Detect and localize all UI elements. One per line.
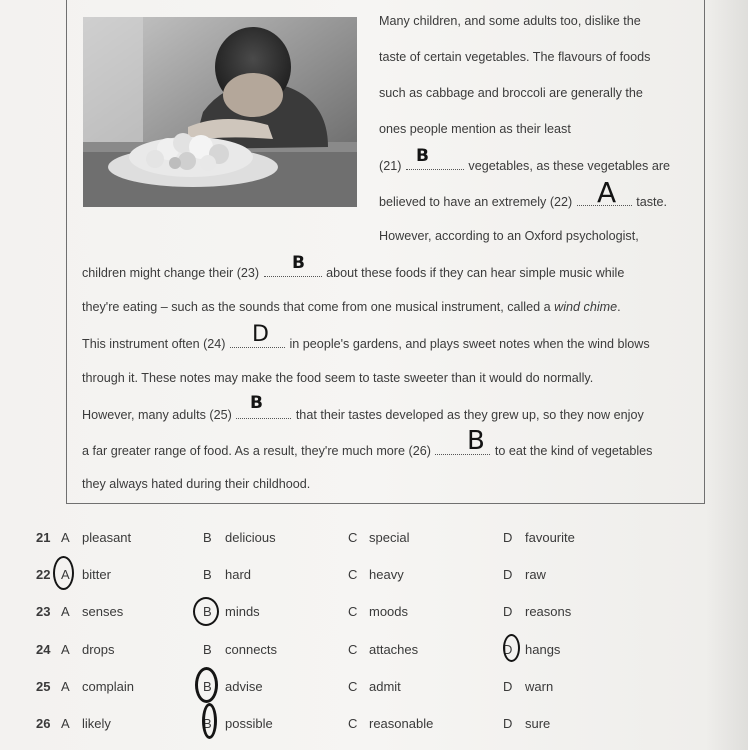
passage-line — [82, 300, 621, 314]
option-text[interactable]: complain — [82, 679, 135, 694]
option-text[interactable]: bitter — [82, 567, 111, 582]
question-number: 26 — [36, 716, 51, 731]
option-letter[interactable]: C — [348, 604, 358, 619]
handwritten-answer-22: A — [597, 176, 617, 209]
photo-illustration — [83, 17, 357, 207]
option-letter[interactable]: B — [203, 530, 212, 545]
passage-text: that their tastes developed as they grew up, so they now enjoy — [295, 408, 644, 422]
option-letter[interactable]: B — [203, 567, 212, 582]
handwritten-answer-24: D — [252, 322, 269, 347]
passage-text: However, many adults — [82, 408, 206, 422]
option-letter[interactable]: A — [61, 716, 70, 731]
answer-circle-26b — [202, 703, 217, 739]
option-text[interactable]: admit — [369, 679, 401, 694]
gap-25-blank[interactable] — [236, 406, 291, 419]
option-text[interactable]: pleasant — [82, 530, 132, 545]
option-letter[interactable]: C — [348, 679, 358, 694]
option-text[interactable]: special — [369, 530, 410, 545]
option-letter[interactable]: C — [348, 530, 358, 545]
option-text[interactable]: minds — [225, 604, 260, 619]
option-text[interactable]: hangs — [525, 642, 561, 657]
answer-circle-25b — [195, 667, 218, 703]
option-letter[interactable]: B — [203, 679, 212, 694]
option-letter[interactable]: B — [203, 716, 212, 731]
passage-text: in people's gardens, and plays sweet notes when the wind blows — [289, 337, 650, 351]
answer-circle-23b — [193, 597, 219, 626]
option-letter[interactable]: C — [348, 716, 358, 731]
passage-line — [82, 264, 624, 280]
question-number: 21 — [36, 530, 51, 545]
option-text[interactable]: connects — [225, 642, 278, 657]
passage-text: vegetables, as these vegetables are — [468, 159, 671, 173]
option-text[interactable]: attaches — [369, 642, 419, 657]
option-letter[interactable]: D — [503, 604, 513, 619]
passage-line — [82, 335, 650, 351]
option-text[interactable]: moods — [369, 604, 409, 619]
option-letter[interactable]: A — [61, 679, 70, 694]
passage-line: such as cabbage and broccoli are generally the — [379, 86, 643, 100]
option-letter[interactable]: D — [503, 679, 513, 694]
option-text[interactable]: favourite — [525, 530, 575, 545]
handwritten-answer-25: B — [250, 393, 263, 413]
gap-number-26: (26) — [408, 444, 431, 458]
page-edge-shadow — [706, 0, 748, 750]
passage-text: they're eating – such as the sounds that come from one musical instrument, called a — [82, 300, 551, 314]
question-number: 22 — [36, 567, 51, 582]
option-letter[interactable]: A — [61, 530, 70, 545]
passage-line: Many children, and some adults too, dislike the — [379, 14, 641, 28]
passage-text: This instrument often — [82, 337, 200, 351]
child-with-vegetables-photo — [83, 17, 357, 207]
option-letter[interactable]: D — [503, 716, 513, 731]
gap-21-blank[interactable] — [406, 157, 464, 170]
option-letter[interactable]: C — [348, 567, 358, 582]
question-number: 25 — [36, 679, 51, 694]
passage-line — [82, 406, 644, 422]
passage-line — [379, 193, 667, 209]
option-letter[interactable]: C — [348, 642, 358, 657]
question-number: 24 — [36, 642, 51, 657]
option-text[interactable]: heavy — [369, 567, 404, 582]
gap-number-24: (24) — [203, 337, 226, 351]
passage-text: believed to have an extremely — [379, 195, 547, 209]
passage-line: through it. These notes may make the food seem to taste sweeter than it would do normally. — [82, 371, 594, 385]
option-text[interactable]: warn — [525, 679, 554, 694]
option-letter[interactable]: D — [503, 567, 513, 582]
gap-number-25: (25) — [209, 408, 232, 422]
option-text[interactable]: drops — [82, 642, 115, 657]
option-text[interactable]: likely — [82, 716, 111, 731]
option-letter[interactable]: D — [503, 530, 513, 545]
option-letter[interactable]: B — [203, 604, 212, 619]
passage-italic-term: wind chime — [554, 300, 618, 314]
passage-text: children might change their — [82, 266, 234, 280]
passage-text: . — [617, 300, 621, 314]
option-text[interactable]: delicious — [225, 530, 276, 545]
option-letter[interactable]: B — [203, 642, 212, 657]
option-text[interactable]: possible — [225, 716, 273, 731]
passage-text: a far greater range of food. As a result, they're much more — [82, 444, 406, 458]
gap-number-21: (21) — [379, 159, 402, 173]
passage-line: ones people mention as their least — [379, 122, 571, 136]
answer-circle-24d — [503, 634, 520, 662]
passage-line: However, according to an Oxford psychologist, — [379, 229, 639, 243]
option-letter[interactable]: A — [61, 604, 70, 619]
option-letter[interactable]: A — [61, 567, 70, 582]
gap-number-23: (23) — [236, 266, 260, 280]
option-text[interactable]: hard — [225, 567, 252, 582]
passage-line: they always hated during their childhood. — [82, 477, 311, 491]
option-text[interactable]: reasonable — [369, 716, 434, 731]
option-text[interactable]: raw — [525, 567, 546, 582]
option-text[interactable]: reasons — [525, 604, 572, 619]
gap-number-22: (22) — [549, 195, 573, 209]
option-letter[interactable]: A — [61, 642, 70, 657]
passage-text: about these foods if they can hear simple music while — [326, 266, 625, 280]
handwritten-answer-21: B — [416, 146, 429, 166]
handwritten-answer-26: B — [467, 426, 485, 456]
answer-circle-22a — [53, 556, 74, 590]
passage-line: taste of certain vegetables. The flavours of foods — [379, 50, 651, 64]
question-number: 23 — [36, 604, 51, 619]
passage-text: taste. — [636, 195, 668, 209]
option-text[interactable]: sure — [525, 716, 551, 731]
passage-line — [82, 442, 652, 458]
option-text[interactable]: advise — [225, 679, 263, 694]
handwritten-answer-23: B — [292, 253, 305, 273]
passage-text: to eat the kind of vegetables — [494, 444, 653, 458]
option-letter[interactable]: D — [503, 642, 513, 657]
option-text[interactable]: senses — [82, 604, 124, 619]
